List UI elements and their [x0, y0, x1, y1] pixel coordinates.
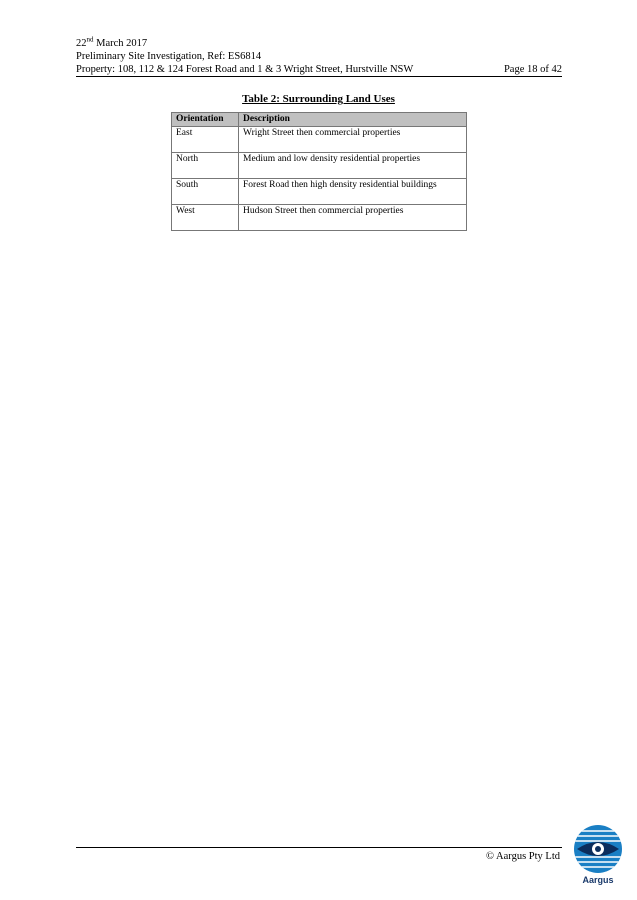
surrounding-land-uses-table [171, 112, 467, 231]
description-cell: Medium and low density residential properties [239, 153, 467, 179]
orientation-cell: West [172, 205, 239, 231]
table-title: Table 2: Surrounding Land Uses [242, 93, 395, 105]
table-row [172, 153, 467, 179]
orientation-cell: North [172, 153, 239, 179]
table-row [172, 127, 467, 153]
logo-wordmark: Aargus [582, 875, 614, 885]
column-header-description: Description [239, 113, 467, 127]
page-header [76, 37, 562, 76]
table-row [172, 205, 467, 231]
table-row [172, 179, 467, 205]
column-header-orientation: Orientation [172, 113, 239, 127]
header-report-ref: Preliminary Site Investigation, Ref: ES6814 [76, 51, 262, 62]
header-property-row [76, 63, 562, 76]
description-cell: Wright Street then commercial properties [239, 127, 467, 153]
description-cell: Forest Road then high density residential buildings [239, 179, 467, 205]
orientation-cell: East [172, 127, 239, 153]
footer-copyright: © Aargus Pty Ltd [486, 851, 560, 862]
description-cell: Hudson Street then commercial properties [239, 205, 467, 231]
header-divider [76, 76, 562, 77]
table-header-row [172, 113, 467, 127]
header-property: Property: 108, 112 & 124 Forest Road and 1 & 3 Wright Street, Hurstville NSW [76, 64, 414, 75]
header-date: 22nd March 2017 [76, 35, 148, 49]
header-page-number: Page 18 of 42 [503, 64, 562, 75]
footer-divider [76, 847, 562, 848]
orientation-cell: South [172, 179, 239, 205]
